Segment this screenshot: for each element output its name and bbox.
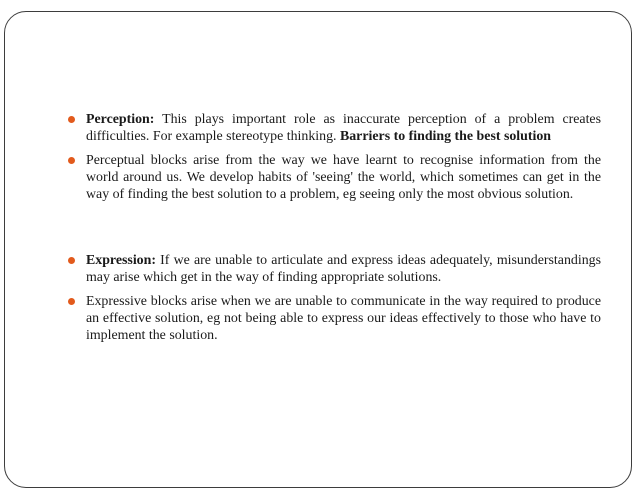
bullet-expressive-blocks [66, 293, 601, 344]
perceptual-blocks-text: Perceptual blocks arise from the way we have learnt to recognise information from the world around us. We develop habits of 'seeing' the world, which sometimes can get in the way of finding the best solution to a problem, eg seeing only the most obvious solution. [86, 153, 601, 202]
perception-emphasis: Barriers to finding the best solution [339, 129, 552, 144]
perception-heading: Perception: [86, 112, 155, 127]
bullet-dot-icon [68, 257, 75, 264]
expression-heading: Expression: [86, 253, 156, 268]
perception-bullet-list [66, 111, 601, 210]
bullet-perceptual-blocks [66, 152, 601, 203]
bullet-dot-icon [68, 157, 75, 164]
bullet-dot-icon [68, 298, 75, 305]
slide-frame [4, 11, 632, 488]
bullet-dot-icon [68, 116, 75, 123]
bullet-expression-definition [66, 252, 601, 286]
expression-bullet-list [66, 252, 601, 351]
expressive-blocks-text: Expressive blocks arise when we are unable to communicate in the way required to produce an effective solution, eg not being able to express our ideas effectively to those who have to implement the solution. [86, 294, 601, 343]
bullet-perception-definition [66, 111, 601, 145]
perception-text: This plays important role as inaccurate perception of a problem creates difficulties. For example stereotype thinking. [86, 112, 601, 144]
expression-text: If we are unable to articulate and express ideas adequately, misunderstandings may arise which get in the way of finding appropriate solutions. [86, 253, 601, 285]
